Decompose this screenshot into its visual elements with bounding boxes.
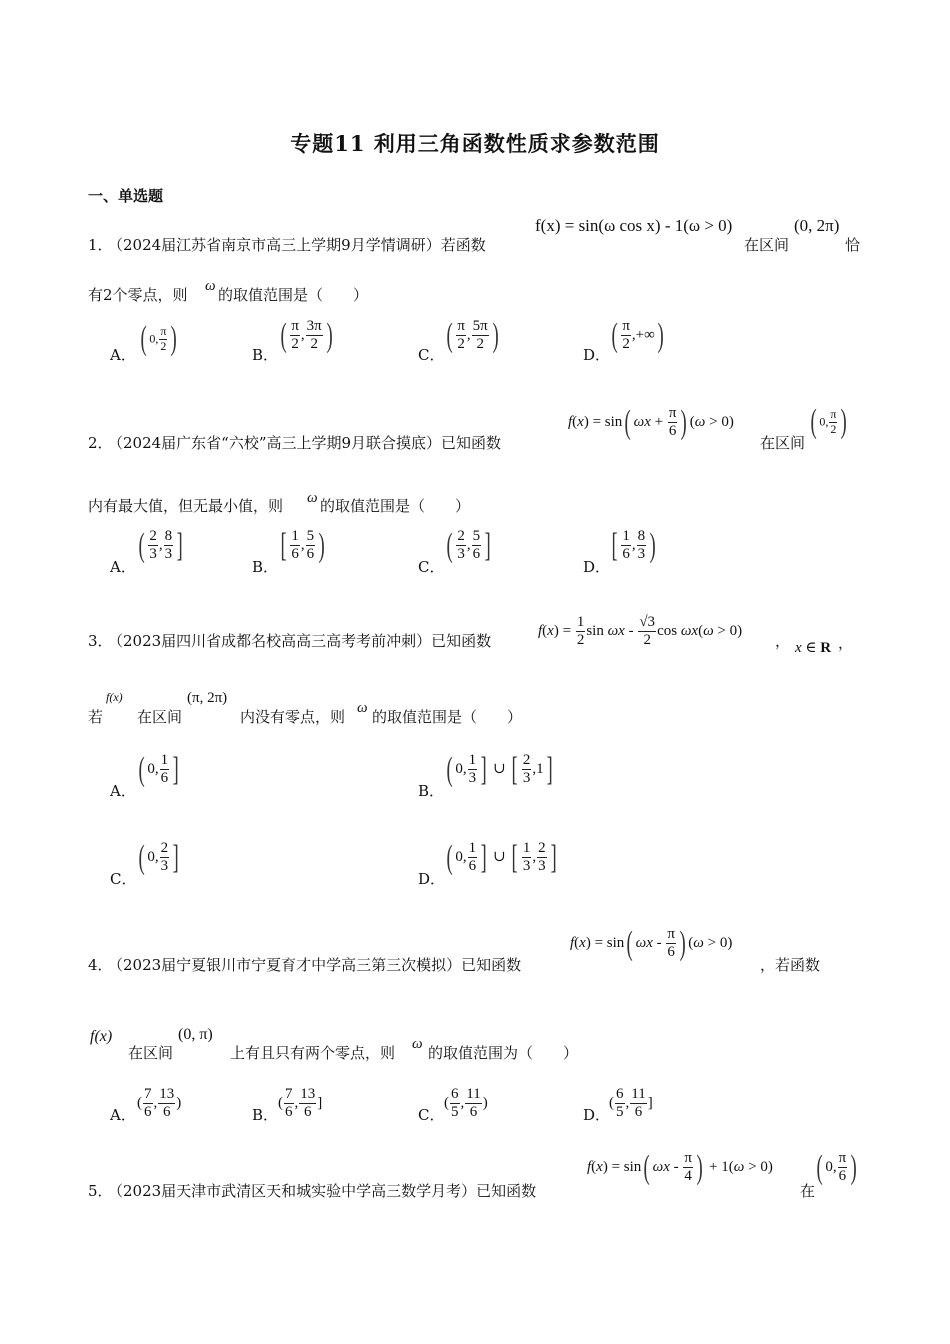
q3-fx: f(x) [106,690,123,704]
q1-option-c-expr: ( $\frac{\pi}{2}$ , $\frac{5\pi}{2}$ ) [446,316,499,354]
q5-number: 5． [88,1182,113,1200]
q4-line2c: 的取值范围为（ ） [428,1044,579,1062]
q1-lead: （2024届江苏省南京市高三上学期9月学情调研）若函数 [108,236,486,254]
q1-line2a: 有2个零点，则 [88,286,188,304]
q3-option-b-expr: ( 0, $\frac{1}{3}$ ] ∪ [ $\frac{2}{3}$ ,1] [446,750,553,788]
q4-interval: (0, π) [178,1026,213,1043]
q3-omega: ω [357,700,368,716]
q3-option-b-label: B． [418,782,445,800]
q4-option-a-label: A． [110,1106,136,1124]
q1-option-d-expr: ( $\frac{\pi}{2}$ ,+∞) [611,316,664,354]
q2-lead: （2024届广东省“六校”高三上学期9月联合摸底）已知函数 [108,434,502,452]
q4-fx: f(x) [90,1028,113,1045]
q3-xr: x ∈ R [795,640,832,656]
q1-line2b: 的取值范围是（ ） [218,286,369,304]
q1-option-c-label: C． [418,346,445,364]
q2-mid: 在区间 [760,434,806,452]
q3-comma: ， [775,632,791,650]
q2-option-a-label: A． [110,558,136,576]
q4-line2b: 上有且只有两个零点，则 [230,1044,396,1062]
q4-option-c-label: C． [418,1106,445,1124]
q4-formula: f(x) = sin( ωx - $\frac{\pi}{6}$ ) (ω > 0) [570,924,733,962]
q2-option-c-label: C． [418,558,445,576]
page-title: 专题11 利用三角函数性质求参数范围 [290,131,660,156]
q1-option-a-expr: ( 0, $\frac{\pi}{2}$ ) [140,320,178,357]
q4-line2a: 在区间 [128,1044,174,1062]
q1-tail: 恰 [845,236,861,254]
q4-option-c-expr: ( $\frac{6}{5}$ , $\frac{11}{6}$ ) [444,1086,488,1121]
q3-interval: (π, 2π) [187,690,228,706]
q4-number: 4． [88,956,113,974]
q1-omega: ω [205,278,216,294]
q3-comma2: ， [838,634,854,652]
q3-formula: f(x) = $\frac{1}{2}$ sin ωx - $\frac{√3}{2}$ cos ωx(ω > 0) [538,614,743,649]
q1-mid: 在区间 [744,236,790,254]
q4-option-d-expr: ( $\frac{6}{5}$ , $\frac{11}{6}$ ] [609,1086,653,1121]
q1-formula: f(x) = sin(ω cos x) - 1(ω > 0) [535,216,733,235]
q3-line2d: 的取值范围是（ ） [372,708,523,726]
q4-tail: ，若函数 [760,956,821,974]
q3-lead: （2023届四川省成都名校高高三高考考前冲刺）已知函数 [108,632,492,650]
q3-option-a-label: A． [110,782,136,800]
q4-option-a-expr: ( $\frac{7}{6}$ , $\frac{13}{6}$ ) [137,1086,182,1121]
q1-number: 1． [88,236,113,254]
section-heading: 一、单选题 [88,187,164,205]
q3-option-c-expr: ( 0, $\frac{2}{3}$ ] [138,838,179,876]
q2-option-a-expr: ( $\frac{2}{3}$ , $\frac{8}{3}$ ] [138,526,183,564]
q1-option-b-label: B． [252,346,279,364]
q3-line2a: 若 [88,708,104,726]
q2-formula: f(x) = sin( ωx + $\frac{\pi}{6}$ ) (ω > 0) [568,403,734,441]
q5-formula: f(x) = sin( ωx - $\frac{\pi}{4}$ ) + 1(ω > 0) [587,1148,773,1186]
q2-line2a: 内有最大值，但无最小值，则 [88,497,284,515]
q2-option-b-label: B． [252,558,279,576]
q2-option-b-expr: [ $\frac{1}{6}$ , $\frac{5}{6}$ ) [280,526,325,564]
q1-option-b-expr: ( $\frac{\pi}{2}$ , $\frac{3\pi}{2}$ ) [280,316,333,354]
q2-omega: ω [307,490,318,506]
q4-option-b-expr: ( $\frac{7}{6}$ , $\frac{13}{6}$ ] [278,1086,323,1121]
q2-option-c-expr: ( $\frac{2}{3}$ , $\frac{5}{6}$ ] [446,526,491,564]
q5-mid: 在 [800,1182,816,1200]
q5-interval: ( 0, $\frac{\pi}{6}$ ) [816,1148,857,1186]
q3-option-a-expr: ( 0, $\frac{1}{6}$ ] [138,750,179,788]
q1-option-d-label: D． [583,346,611,364]
q2-option-d-expr: [ $\frac{1}{6}$ , $\frac{8}{3}$ ) [611,526,656,564]
q3-option-c-label: C． [110,870,137,888]
q4-lead: （2023届宁夏银川市宁夏育才中学高三第三次模拟）已知函数 [108,956,522,974]
q4-option-b-label: B． [252,1106,279,1124]
q1-interval: (0, 2π) [794,216,840,235]
q3-option-d-label: D． [418,870,446,888]
q4-option-d-label: D． [583,1106,611,1124]
q5-lead: （2023届天津市武清区天和城实验中学高三数学月考）已知函数 [108,1182,537,1200]
q3-line2b: 在区间 [137,708,183,726]
q2-option-d-label: D． [583,558,611,576]
q4-omega: ω [412,1036,423,1052]
q3-line2c: 内没有零点，则 [240,708,346,726]
q1-option-a-label: A． [110,346,136,364]
q2-interval: ( 0, $\frac{\pi}{2}$ ) [810,403,848,440]
q3-number: 3． [88,632,113,650]
q3-option-d-expr: ( 0, $\frac{1}{6}$ ] ∪ [ $\frac{1}{3}$ , $\frac{2}{3}$ ] [446,838,557,876]
q2-line2b: 的取值范围是（ ） [320,497,471,515]
q2-number: 2． [88,434,113,452]
